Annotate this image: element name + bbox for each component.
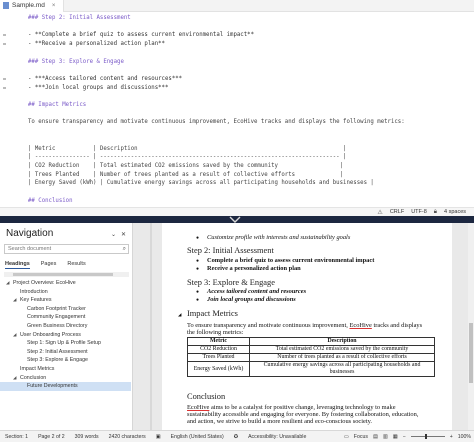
- nav-heading-item[interactable]: [0, 313, 131, 322]
- concl-brand: EcoHive: [187, 404, 210, 411]
- doc-concl-l2: sustainability accessible and engaging for everyone. By fostering collaboration, education,: [187, 411, 419, 418]
- web-layout-icon[interactable]: ▦: [392, 433, 398, 440]
- table-row: [188, 362, 435, 377]
- nav-heading-label: Step 1: Sign Up & Profile Setup: [27, 340, 101, 347]
- left-ruler: [150, 223, 152, 430]
- nav-heading-label: Introduction: [20, 288, 48, 295]
- zoom-knob[interactable]: [425, 434, 427, 439]
- change-marker-icon: [3, 43, 6, 45]
- nav-heading-item[interactable]: [0, 279, 131, 288]
- change-marker-icon: [3, 87, 6, 89]
- word-viewer: [0, 223, 474, 442]
- table-cell: Cumulative energy savings across all participating households and businesses: [250, 362, 435, 377]
- zoom-slider[interactable]: [411, 436, 445, 437]
- table-cell: CO2 Reduction: [188, 346, 250, 354]
- code-line-text: | ---------------- | ---------------------------------------------------------------------- |: [28, 154, 347, 161]
- bullet-icon: ●: [196, 267, 200, 272]
- change-marker-icon: [3, 34, 6, 36]
- table-header: Metric: [188, 338, 250, 346]
- code-line[interactable]: [0, 66, 474, 74]
- close-icon[interactable]: ×: [51, 2, 56, 9]
- status-language[interactable]: English (United States): [170, 433, 224, 440]
- nav-heading-item[interactable]: [0, 374, 131, 383]
- doc-concl-l3: and action, we strive to build a more resilient and eco-conscious society.: [187, 418, 373, 425]
- nav-heading-label: Step 2: Initial Assessment: [27, 348, 88, 355]
- table-header-row: [188, 338, 435, 346]
- table-cell: Trees Planted: [188, 354, 250, 362]
- impact-text-a: To ensure transparency and motivate continuous improvement,: [187, 322, 348, 329]
- document-area: [133, 223, 474, 430]
- nav-heading-item[interactable]: [0, 288, 131, 297]
- heading-step2: Step 2: Initial Assessment: [187, 246, 274, 255]
- close-icon[interactable]: ✕: [120, 232, 126, 238]
- doc-impact-p2: the following metrics:: [187, 329, 244, 336]
- bullet-icon: ●: [196, 236, 200, 241]
- code-line[interactable]: [0, 179, 474, 187]
- code-line[interactable]: [0, 118, 474, 126]
- doc-step2-b1: Complete a brief quiz to assess current environmental impact: [207, 257, 375, 264]
- heading-step3: Step 3: Explore & Engage: [187, 278, 275, 287]
- code-line-text: | CO2 Reduction | Total estimated CO2 emissions saved by the community |: [28, 162, 344, 169]
- table-body: [188, 346, 435, 377]
- doc-step3-b1: Access tailored content and resources: [207, 288, 307, 295]
- status-page[interactable]: Page 2 of 2: [38, 433, 65, 440]
- code-line[interactable]: [0, 171, 474, 179]
- nav-heading-label: Carbon Footprint Tracker: [27, 305, 86, 312]
- nav-heading-item[interactable]: [0, 322, 131, 331]
- chevron-down-icon[interactable]: [228, 216, 242, 223]
- chevron-down-icon[interactable]: ⌄: [110, 232, 116, 238]
- code-line[interactable]: [0, 153, 474, 161]
- code-line-text: ### Step 3: Explore & Engage: [28, 58, 124, 65]
- editor-tab-bar: [0, 0, 474, 12]
- navigation-title: Navigation: [6, 228, 54, 239]
- collapse-triangle-icon[interactable]: ◢: [13, 331, 17, 337]
- code-line-text: ## Conclusion: [28, 197, 73, 204]
- headings-list: [0, 279, 131, 391]
- doc-impact-p1: [187, 322, 422, 329]
- code-line[interactable]: [0, 92, 474, 100]
- scrollbar-thumb[interactable]: [13, 273, 113, 276]
- zoom-in-icon[interactable]: +: [449, 433, 453, 440]
- bullet-icon: ●: [196, 298, 200, 303]
- code-line-text: ### Step 2: Initial Assessment: [28, 15, 131, 21]
- accessibility-icon[interactable]: ✪: [233, 433, 239, 440]
- code-line[interactable]: [0, 101, 474, 109]
- code-line[interactable]: [0, 188, 474, 196]
- eol-indicator[interactable]: CRLF: [389, 209, 405, 215]
- code-line[interactable]: [0, 14, 474, 22]
- bell-icon[interactable]: ⚠: [377, 209, 383, 216]
- table-cell: Energy Saved (kWh): [188, 362, 250, 377]
- search-placeholder: Search document: [8, 246, 52, 252]
- bullet-icon: ●: [196, 259, 200, 264]
- focus-icon[interactable]: ▭: [343, 433, 349, 440]
- code-line-text: ## Impact Metrics: [28, 102, 87, 108]
- indent-indicator[interactable]: 4 spaces: [443, 209, 466, 215]
- editor-status-bar: [0, 207, 474, 216]
- nav-heading-item[interactable]: [0, 356, 131, 365]
- table-header: Description: [250, 338, 435, 346]
- status-focus[interactable]: Focus: [353, 433, 368, 440]
- nav-heading-label: Step 3: Explore & Engage: [27, 357, 88, 364]
- nav-heading-label: Project Overview: EcoHive: [13, 280, 76, 286]
- table-cell: Total estimated CO2 emissions saved by the community: [250, 346, 435, 354]
- pane-splitter[interactable]: [0, 216, 474, 223]
- code-line-text: - **Receive a personalized action plan**: [28, 41, 165, 48]
- code-line-text: | Energy Saved (kWh) | Cumulative energy savings across all participating households and businesses |: [28, 180, 374, 187]
- status-zoom[interactable]: 100%: [457, 433, 471, 440]
- lock-icon[interactable]: 🔒︎: [433, 208, 437, 215]
- code-line-text: - ***Access tailored content and resources***: [28, 75, 183, 82]
- search-input[interactable]: [4, 244, 129, 254]
- horizontal-scrollbar[interactable]: [4, 272, 129, 277]
- status-words[interactable]: 309 words: [74, 433, 99, 440]
- vertical-scrollbar[interactable]: [468, 223, 474, 430]
- metrics-table: [187, 337, 435, 377]
- nav-heading-item[interactable]: [0, 331, 131, 340]
- code-line-text: To ensure transparency and motivate continuous improvement, EcoHive tracks and displays the following metrics:: [28, 119, 405, 126]
- nav-heading-label: Key Features: [20, 297, 52, 304]
- collapse-triangle-icon[interactable]: ◢: [6, 280, 10, 285]
- collapse-triangle-icon[interactable]: ◢: [13, 297, 17, 303]
- markdown-editor: [0, 0, 474, 216]
- tab-headings[interactable]: Headings: [5, 261, 30, 267]
- status-accessibility[interactable]: Accessibility: Unavailable: [248, 433, 307, 440]
- change-marker-icon: [3, 78, 6, 80]
- code-line[interactable]: [0, 75, 474, 83]
- print-layout-icon[interactable]: ▥: [382, 433, 388, 440]
- nav-heading-item[interactable]: [0, 365, 131, 374]
- code-line[interactable]: [0, 31, 474, 39]
- doc-line-profile: Customize profile with interests and sustainability goals: [207, 234, 351, 241]
- code-line-text: - ***Join local groups and discussions***: [28, 84, 169, 91]
- nav-heading-label: Conclusion: [20, 374, 47, 381]
- tab-sample-md[interactable]: [0, 0, 64, 12]
- code-line[interactable]: [0, 197, 474, 205]
- code-line-text: - **Complete a brief quiz to assess current environmental impact**: [28, 32, 254, 39]
- code-line[interactable]: [0, 162, 474, 170]
- concl-text-a: aims to be a catalyst for positive change, leveraging technology to make: [210, 404, 396, 411]
- proofing-icon[interactable]: ▣: [155, 433, 161, 440]
- heading-conclusion: Conclusion: [187, 392, 226, 401]
- code-line[interactable]: [0, 49, 474, 57]
- status-right: [344, 434, 474, 440]
- tab-pages[interactable]: Pages: [40, 261, 57, 267]
- nav-heading-item[interactable]: [0, 382, 131, 391]
- navigation-pane: [0, 223, 133, 430]
- code-line[interactable]: [0, 110, 474, 118]
- table-row: [188, 354, 435, 362]
- nav-heading-item[interactable]: [0, 348, 131, 357]
- tab-filename: Sample.md: [12, 2, 45, 9]
- code-line-text: | Trees Planted | Number of trees planted as a result of collective efforts |: [28, 171, 344, 178]
- document-page[interactable]: [162, 223, 452, 430]
- nav-heading-item[interactable]: [0, 305, 131, 314]
- search-icon[interactable]: ⌕: [122, 246, 126, 252]
- code-line[interactable]: [0, 58, 474, 66]
- code-line[interactable]: [0, 145, 474, 153]
- tab-results[interactable]: Results: [67, 261, 86, 267]
- collapse-triangle-icon[interactable]: ◢: [13, 374, 17, 380]
- status-characters[interactable]: 2420 characters: [108, 433, 146, 440]
- nav-heading-item[interactable]: [0, 296, 131, 305]
- collapse-triangle-icon[interactable]: ◢: [178, 312, 182, 317]
- nav-heading-label: Green Business Directory: [27, 322, 88, 329]
- nav-heading-item[interactable]: [0, 339, 131, 348]
- doc-step2-b2: Receive a personalized action plan: [207, 265, 301, 272]
- word-status-bar: [0, 430, 474, 442]
- doc-concl-l1: [187, 404, 396, 411]
- nav-heading-label: Impact Metrics: [20, 365, 55, 372]
- scrollbar-thumb[interactable]: [469, 323, 473, 383]
- table-cell: Number of trees planted as a result of collective efforts: [250, 354, 435, 362]
- nav-heading-label: User Onboarding Process: [20, 331, 81, 338]
- code-line[interactable]: [0, 40, 474, 48]
- table-row: [188, 346, 435, 354]
- code-line[interactable]: [0, 127, 474, 135]
- status-section[interactable]: Section: 1: [5, 433, 29, 440]
- impact-text-b: tracks and displays: [373, 322, 423, 329]
- bullet-icon: ●: [196, 290, 200, 295]
- encoding-indicator[interactable]: UTF-8: [411, 209, 427, 215]
- code-line[interactable]: [0, 84, 474, 92]
- navigation-controls: [111, 231, 126, 238]
- markdown-file-icon: [3, 2, 9, 9]
- impact-brand: EcoHive: [349, 322, 372, 329]
- nav-heading-label: Future Developments: [27, 383, 78, 390]
- code-line[interactable]: [0, 136, 474, 144]
- nav-heading-label: Community Engagement: [27, 314, 86, 321]
- code-line-text: | Metric | Description |: [28, 145, 347, 152]
- zoom-out-icon[interactable]: −: [402, 433, 406, 440]
- code-area[interactable]: [0, 14, 474, 206]
- code-line[interactable]: [0, 23, 474, 31]
- doc-step3-b2: Join local groups and discussions: [207, 296, 296, 303]
- heading-impact: Impact Metrics: [187, 309, 238, 318]
- navigation-tabs: [5, 261, 86, 269]
- read-mode-icon[interactable]: ▤: [372, 433, 378, 440]
